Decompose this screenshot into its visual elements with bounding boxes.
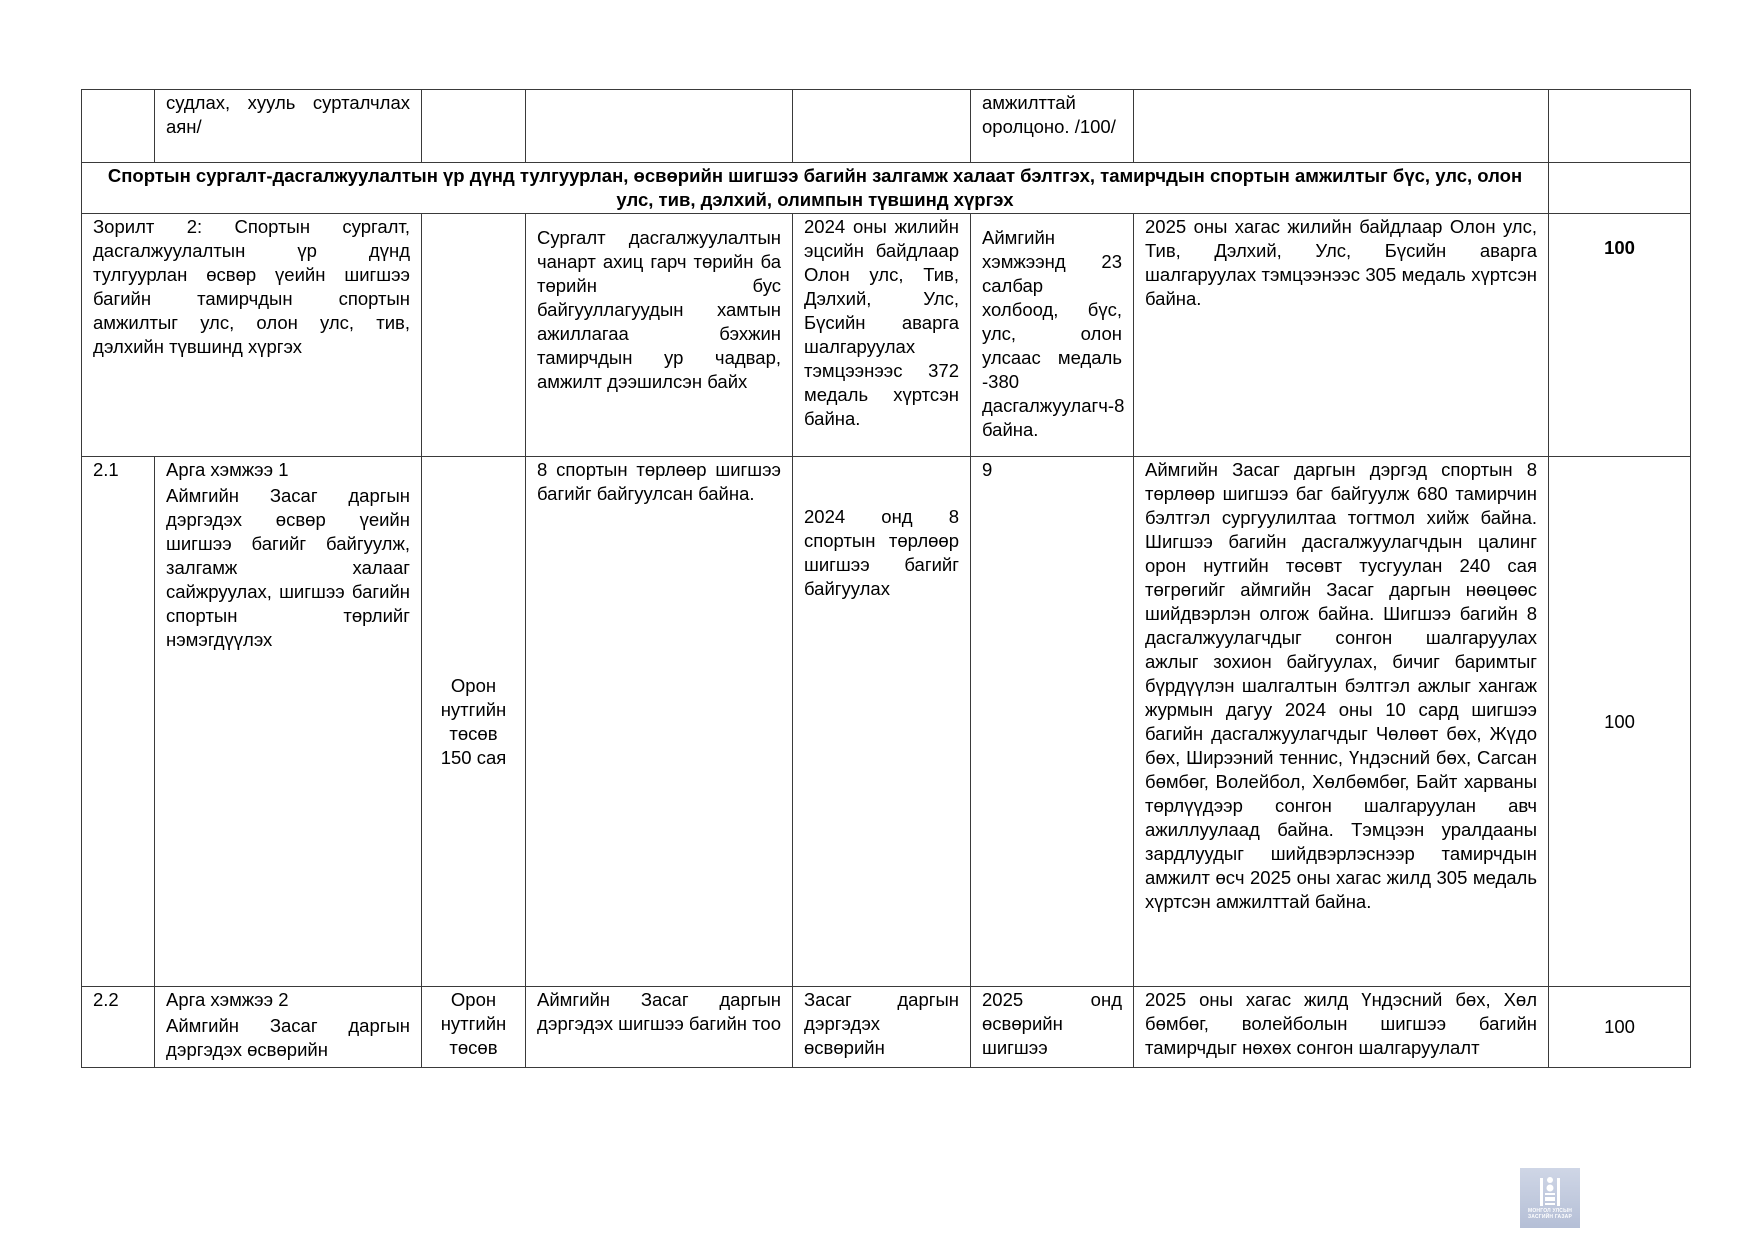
cell-text: 2025 оны хагас жилд Үндэсний бөх, Хөл бөмбөг, волейболын шигшээ багийн тамирчдыг нөхөх сонгон шалгаруулалт bbox=[1145, 989, 1537, 1058]
measure-cell bbox=[155, 457, 422, 987]
indicator-cell bbox=[526, 457, 793, 987]
cell-text: 100 bbox=[1604, 1016, 1635, 1037]
cell-text: 2024 онд 8 спортын төрлөөр шигшээ багийг байгуулах bbox=[804, 506, 959, 599]
table-cell bbox=[422, 90, 526, 163]
cell-text: 2.1 bbox=[93, 459, 119, 480]
measure-title: Арга хэмжээ 1 bbox=[166, 459, 289, 480]
cell-text: 100 bbox=[1604, 237, 1635, 258]
budget-cell bbox=[422, 987, 526, 1068]
row-number-cell bbox=[82, 457, 155, 987]
result-cell bbox=[1134, 987, 1549, 1068]
section-title: Спортын сургалт-дасгалжуулалтын үр дүнд тулгуурлан, өсвөрийн шигшээ багийн залгамж халаат бэлтгэх, тамирчдын спортын амжилтыг бүс, улс, олон улс, тив, дэлхий, олимпын түвшинд хүргэх bbox=[82, 163, 1549, 214]
baseline-cell bbox=[793, 457, 971, 987]
measure-cell bbox=[155, 987, 422, 1068]
logo-text: МОНГОЛ УЛСЫН ЗАСГИЙН ГАЗАР bbox=[1527, 1208, 1573, 1220]
row-number-cell bbox=[82, 987, 155, 1068]
plan-table bbox=[81, 89, 1691, 1068]
cell-text: Сургалт дасгалжуулалтын чанарт ахиц гарч төрийн ба төрийн бус байгууллагуудын хамтын ажиллагаа бэхжин тамирчдын ур чадвар, амжилт дээшилсэн байх bbox=[537, 227, 781, 392]
result-cell bbox=[1134, 457, 1549, 987]
section-heading-row bbox=[82, 163, 1691, 214]
table-cell bbox=[1134, 90, 1549, 163]
cell-text: судлах, хууль сурталчлах аян/ bbox=[166, 92, 410, 137]
score-cell bbox=[1549, 987, 1691, 1068]
table-cell bbox=[82, 90, 155, 163]
expected-outcome-cell bbox=[526, 214, 793, 457]
soyombo-icon bbox=[1539, 1174, 1561, 1208]
table-row bbox=[82, 987, 1691, 1068]
table-cell bbox=[971, 90, 1134, 163]
cell-text: Орон нутгийн төсөв 150 сая bbox=[440, 674, 507, 768]
baseline-cell bbox=[793, 987, 971, 1068]
goal-cell bbox=[82, 214, 422, 457]
measure-description: Аймгийн Засаг даргын дэргэдэх өсвөрийн bbox=[166, 1015, 410, 1060]
cell-text: 2025 онд өсвөрийн шигшээ bbox=[982, 989, 1122, 1058]
cell-text: 100 bbox=[1604, 710, 1635, 732]
cell-text: Орон нутгийн төсөв bbox=[440, 989, 507, 1058]
cell-text: амжилттай оролцоно. /100/ bbox=[982, 92, 1116, 137]
measure-title: Арга хэмжээ 2 bbox=[166, 989, 289, 1010]
cell-text: 8 спортын төрлөөр шигшээ багийг байгуулсан байна. bbox=[537, 459, 781, 504]
budget-cell bbox=[422, 457, 526, 987]
indicator-cell bbox=[526, 987, 793, 1068]
table-row bbox=[82, 214, 1691, 457]
score-cell bbox=[1549, 457, 1691, 987]
table-cell bbox=[1549, 163, 1691, 214]
result-cell bbox=[1134, 214, 1549, 457]
target-cell bbox=[971, 457, 1134, 987]
cell-text: Аймгийн хэмжээнд 23 салбар холбоод, бүс, улс, олон улсаас медаль -380 дасгалжуулагч-8 байна. bbox=[982, 227, 1125, 440]
cell-text: Засаг даргын дэргэдэх өсвөрийн bbox=[804, 989, 959, 1058]
baseline-cell bbox=[793, 214, 971, 457]
table-row bbox=[82, 457, 1691, 987]
target-cell bbox=[971, 214, 1134, 457]
government-logo bbox=[1520, 1168, 1580, 1228]
measure-description: Аймгийн Засаг даргын дэргэдэх өсвөр үеийн шигшээ багийг байгуулж, залгамж халааг сайжруулах, шигшээ багийн спортын төрлийг нэмэгдүүлэх bbox=[166, 485, 410, 650]
cell-text: 2025 оны хагас жилийн байдлаар Олон улс, Тив, Дэлхий, Улс, Бүсийн аварга шалгаруулах тэмцээнээс 305 медаль хүртсэн байна. bbox=[1145, 216, 1537, 309]
cell-text: 9 bbox=[982, 459, 993, 480]
table-cell bbox=[526, 90, 793, 163]
table-cell bbox=[422, 214, 526, 457]
cell-text: Зорилт 2: Спортын сургалт, дасгалжуулалтын үр дүнд тулгуурлан өсвөр үеийн шигшээ багийн тамирчдын спортын амжилтыг улс, олон улс, тив, дэлхийн түвшинд хүргэх bbox=[93, 216, 410, 357]
table-cell bbox=[793, 90, 971, 163]
table-cell bbox=[1549, 90, 1691, 163]
table-row bbox=[82, 90, 1691, 163]
target-cell bbox=[971, 987, 1134, 1068]
table-cell bbox=[155, 90, 422, 163]
cell-text: 2024 оны жилийн эцсийн байдлаар Олон улс, Тив, Дэлхий, Улс, Бүсийн аварга шалгаруулах тэмцээнээс 372 медаль хүртсэн байна. bbox=[804, 216, 959, 429]
cell-text: 2.2 bbox=[93, 989, 119, 1010]
score-cell bbox=[1549, 214, 1691, 457]
cell-text: Аймгийн Засаг даргын дэргэдэх шигшээ багийн тоо bbox=[537, 989, 781, 1034]
cell-text: Аймгийн Засаг даргын дэргэд спортын 8 төрлөөр шигшээ баг байгуулж 680 тамирчин бэлтгэл сургуулилтаа тогтмол хийж байна. Шигшээ багийн дасгалжуулагчдын цалинг орон нутгийн төсөвт тусгуулан 240 сая төгрөгийг аймгийн Засаг даргын нөөцөөс шийдвэрлэн олгож байна. Шигшээ багийн 8 дасгалжуулагчдыг сонгон шалгаруулах ажлыг зохион байгуулах, бичиг баримтыг бүрдүүлэн шалгалтын бэлтгэл ажлыг хангаж журмын дагуу 2024 оны 10 сард шигшээ багийн дасгалжуулагчдыг Чөлөөт бөх, Жүдо бөх, Ширээний теннис, Үндэсний бөх, Сагсан бөмбөг, Волейбол, Хөлбөмбөг, Байт харваны төрлүүдээр сонгон шалгаруулан авч ажиллуулаад байна. Тэмцээн уралдааны зардлуудыг шийдвэрлэснээр тамирчдын амжилт өсч 2025 оны хагас жилд 305 медаль хүртсэн амжилттай байна. bbox=[1145, 459, 1537, 912]
